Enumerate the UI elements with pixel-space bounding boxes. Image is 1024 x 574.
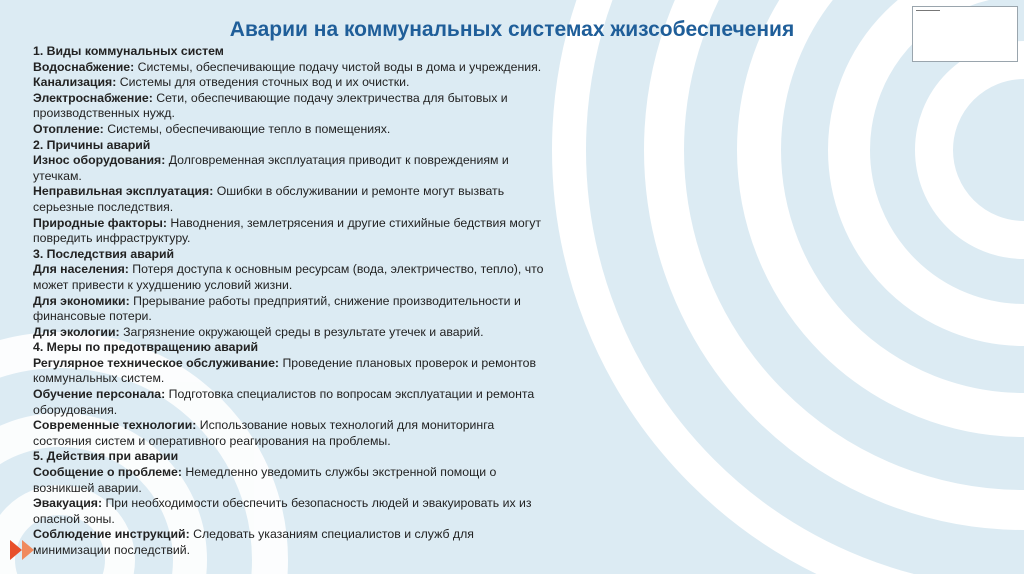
- content-line: Для экологии: Загрязнение окружающей среды в результате утечек и аварий.: [33, 324, 484, 339]
- section-heading: 4. Меры по предотвращению аварий: [33, 340, 259, 355]
- slide-content: [33, 44, 553, 559]
- section-heading: 3. Последствия аварий: [33, 246, 175, 261]
- content-line: Сообщение о проблеме: Немедленно уведомить службы экстренной помощи о возникшей аварии.: [33, 465, 497, 495]
- section-heading: 5. Действия при аварии: [33, 449, 179, 464]
- content-line: Отопление: Системы, обеспечивающие тепло в помещениях.: [33, 121, 391, 136]
- slide-thumbnail: [912, 6, 1018, 62]
- content-line: Регулярное техническое обслуживание: Проведение плановых проверок и ремонтов коммунальных систем.: [33, 355, 537, 386]
- content-line: Современные технологии: Использование новых технологий для мониторинга состояния систем и оперативного реагирования на проблемы.: [33, 418, 495, 448]
- content-line: Эвакуация: При необходимости обеспечить безопасность людей и эвакуировать их из опасной зоны.: [33, 496, 532, 526]
- content-line: Для населения: Потеря доступа к основным ресурсам (вода, электричество, тепло), что может привести к ухудшению условий жизни.: [33, 262, 544, 292]
- content-line: Природные факторы: Наводнения, землетрясения и другие стихийные бедствия могут повредить инфраструктуру.: [33, 215, 541, 246]
- nav-arrow-icon[interactable]: [10, 540, 22, 560]
- content-line: Обучение персонала: Подготовка специалистов по вопросам эксплуатации и ремонта оборудования.: [33, 387, 535, 417]
- thumbnail-line: [916, 10, 940, 11]
- content-line: Электроснабжение: Сети, обеспечивающие подачу электричества для бытовых и производственных нужд.: [33, 90, 508, 121]
- section-heading: 1. Виды коммунальных систем: [33, 44, 224, 58]
- section-heading: 2. Причины аварий: [33, 137, 151, 152]
- nav-arrow-icon[interactable]: [22, 540, 34, 560]
- content-line: Неправильная эксплуатация: Ошибки в обслуживании и ремонте могут вызвать серьезные последствия.: [33, 184, 505, 214]
- content-line: Износ оборудования: Долговременная эксплуатация приводит к повреждениям и утечкам.: [33, 153, 509, 183]
- content-line: Соблюдение инструкций: Следовать указаниям специалистов и служб для минимизации последствий.: [33, 527, 474, 557]
- content-line: Для экономики: Прерывание работы предприятий, снижение производительности и финансовые потери.: [33, 293, 521, 324]
- slide-title: Аварии на коммунальных системах жизсобеспечения: [229, 18, 795, 41]
- content-line: Канализация: Системы для отведения сточных вод и их очистки.: [33, 75, 410, 90]
- content-line: Водоснабжение: Системы, обеспечивающие подачу чистой воды в дома и учреждения.: [33, 59, 542, 74]
